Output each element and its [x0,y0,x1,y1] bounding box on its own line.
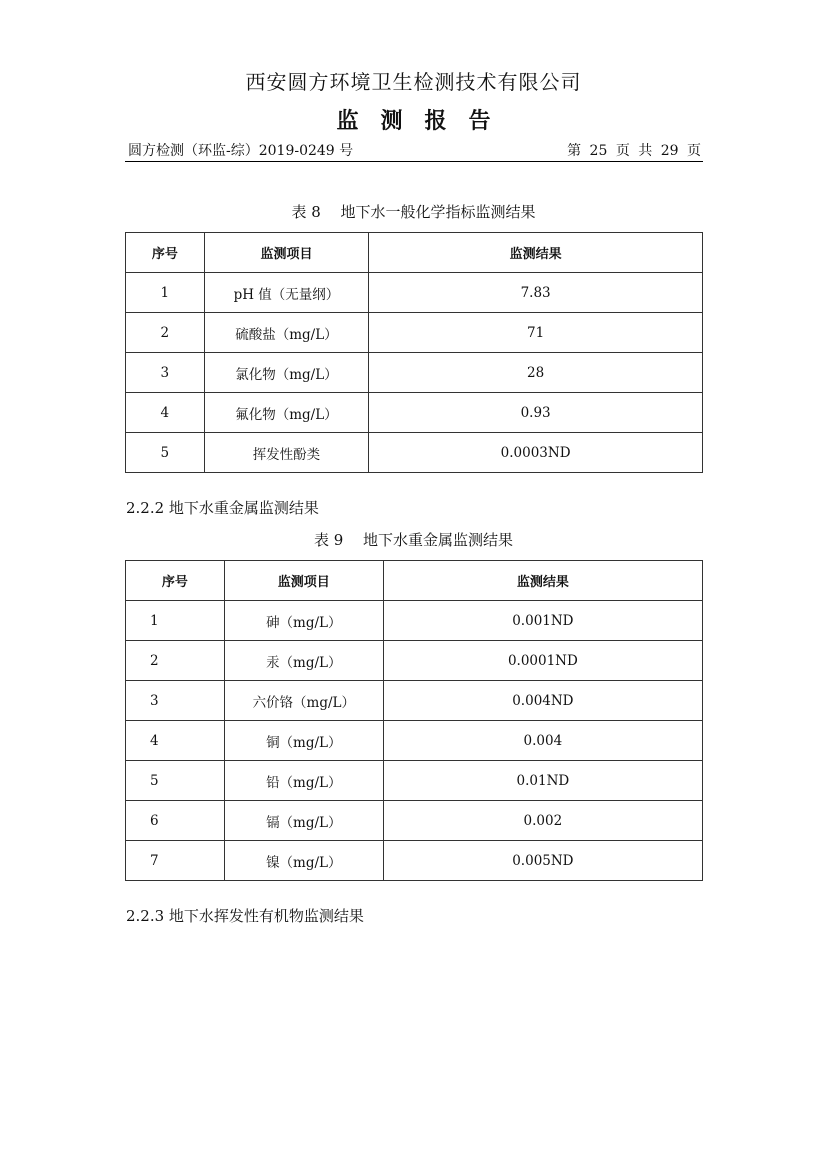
cell-item: 六价铬（mg/L） [224,681,383,721]
cell-seq: 7 [126,841,225,881]
header-result: 监测结果 [383,561,702,601]
cell-seq: 3 [126,353,205,393]
header-item: 监测项目 [204,233,369,273]
cell-seq: 3 [126,681,225,721]
header-result: 监测结果 [369,233,703,273]
cell-seq: 5 [126,433,205,473]
section-heading-2-2-3: 2.2.3 地下水挥发性有机物监测结果 [126,907,364,925]
table-row [126,433,703,473]
table-row [126,721,703,761]
header-rule [125,161,703,162]
table-row [126,641,703,681]
table-row [126,273,703,313]
report-title: 监测报告 [336,108,513,134]
cell-item: 挥发性酚类 [204,433,369,473]
company-name: 西安圆方环境卫生检测技术有限公司 [245,70,582,94]
cell-item: 镉（mg/L） [224,801,383,841]
cell-result: 0.004 [383,721,702,761]
header-seq: 序号 [126,233,205,273]
cell-seq: 5 [126,761,225,801]
cell-result: 7.83 [369,273,703,313]
cell-item: pH 值（无量纲） [204,273,369,313]
cell-result: 0.0001ND [383,641,702,681]
cell-result: 0.01ND [383,761,702,801]
header-item: 监测项目 [224,561,383,601]
table-row [126,841,703,881]
cell-item: 氟化物（mg/L） [204,393,369,433]
page-number: 第 25 页 共 29 页 [567,143,701,159]
table-row [126,801,703,841]
cell-item: 铅（mg/L） [224,761,383,801]
table8-caption: 表 8 地下水一般化学指标监测结果 [291,203,536,221]
cell-result: 0.002 [383,801,702,841]
table-header-row [126,561,703,601]
cell-item: 氯化物（mg/L） [204,353,369,393]
cell-result: 0.004ND [383,681,702,721]
cell-result: 0.001ND [383,601,702,641]
table9 [125,560,703,881]
table8 [125,232,703,473]
cell-result: 71 [369,313,703,353]
cell-item: 铜（mg/L） [224,721,383,761]
section-heading-2-2-2: 2.2.2 地下水重金属监测结果 [126,499,319,517]
table-row [126,681,703,721]
table-row [126,393,703,433]
table-row [126,601,703,641]
table-row [126,761,703,801]
cell-result: 0.005ND [383,841,702,881]
table-header-row [126,233,703,273]
cell-result: 0.0003ND [369,433,703,473]
report-number: 圆方检测（环监-综）2019-0249 号 [128,143,354,159]
header-seq: 序号 [126,561,225,601]
table-row [126,353,703,393]
cell-item: 镍（mg/L） [224,841,383,881]
cell-seq: 2 [126,313,205,353]
table9-caption: 表 9 地下水重金属监测结果 [313,531,514,549]
cell-seq: 1 [126,601,225,641]
cell-seq: 2 [126,641,225,681]
cell-item: 汞（mg/L） [224,641,383,681]
cell-item: 硫酸盐（mg/L） [204,313,369,353]
table-row [126,313,703,353]
cell-seq: 1 [126,273,205,313]
cell-result: 0.93 [369,393,703,433]
cell-seq: 4 [126,393,205,433]
cell-item: 砷（mg/L） [224,601,383,641]
cell-result: 28 [369,353,703,393]
cell-seq: 6 [126,801,225,841]
cell-seq: 4 [126,721,225,761]
